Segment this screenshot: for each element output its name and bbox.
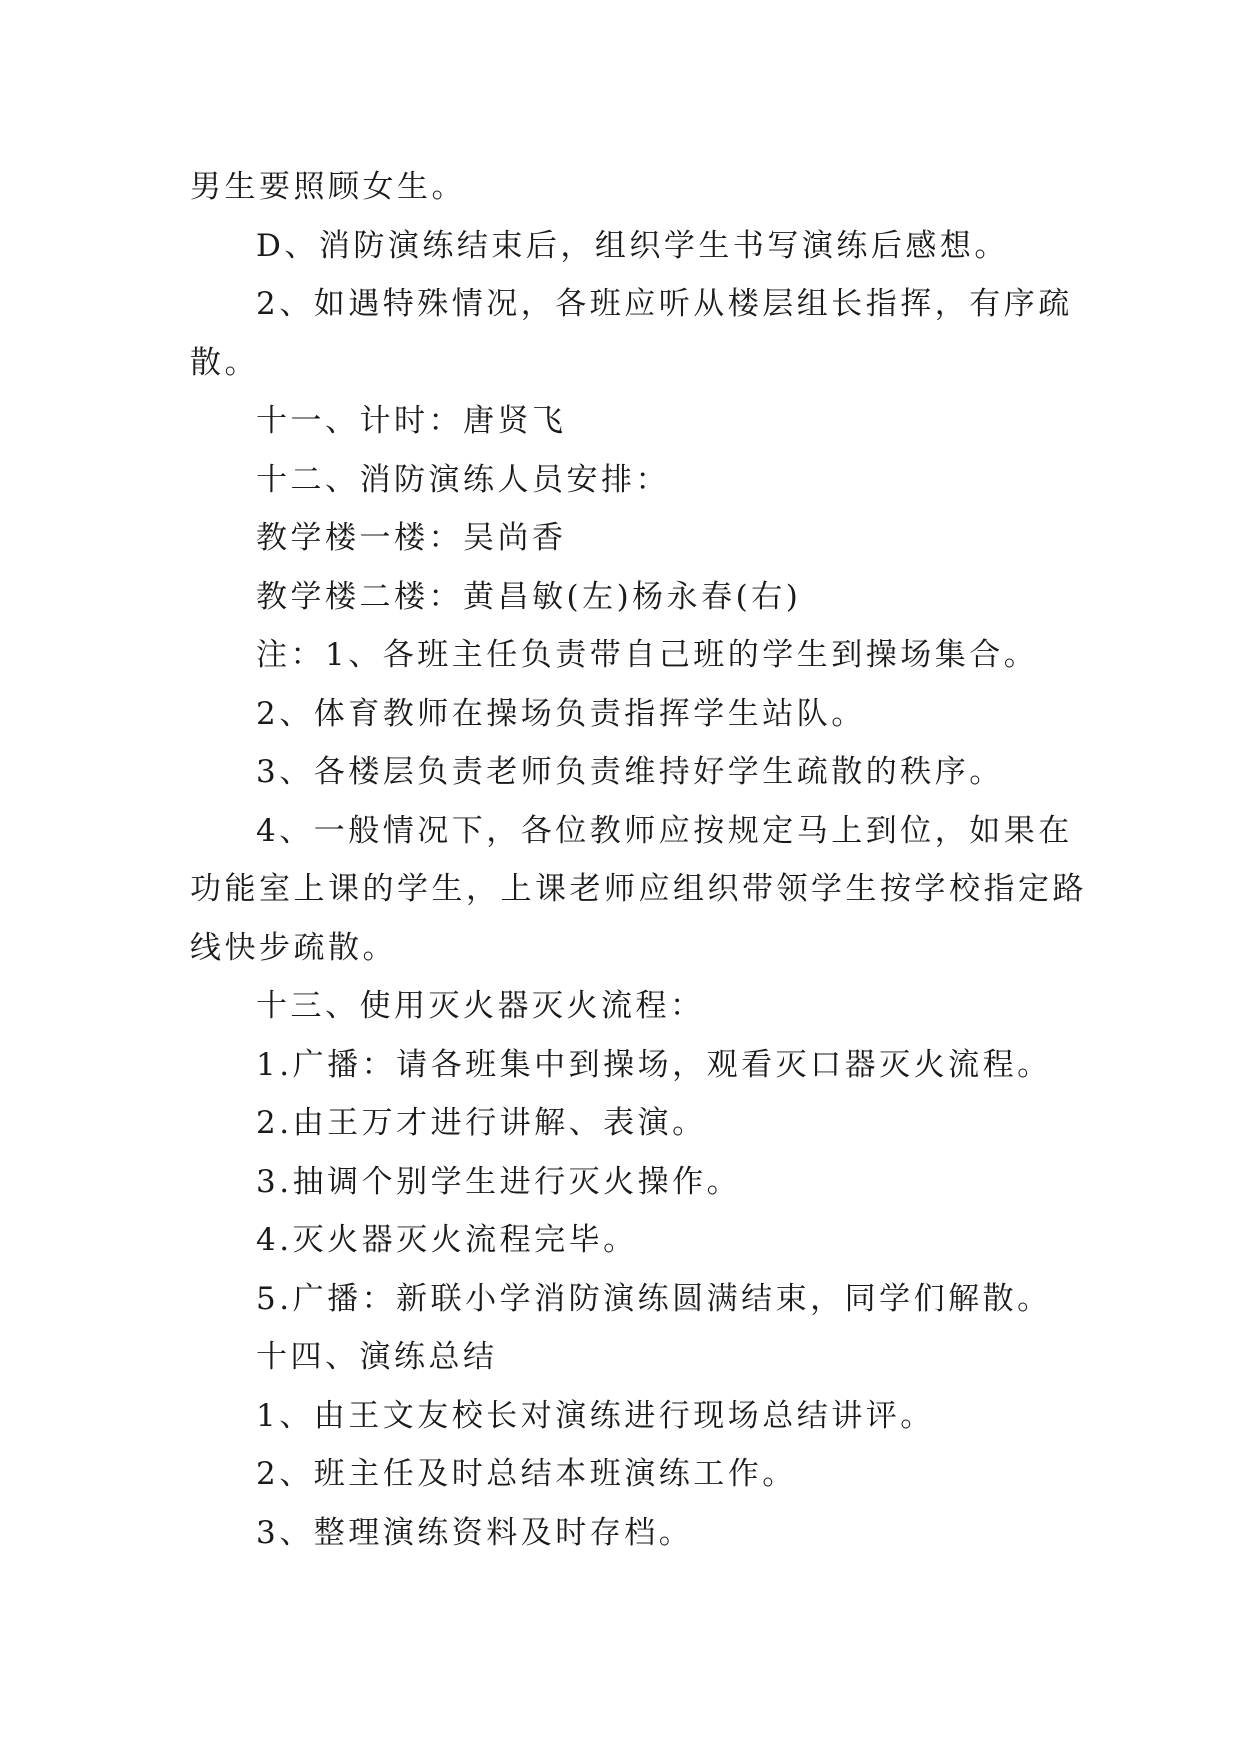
- line-23: 2、班主任及时总结本班演练工作。: [256, 1456, 797, 1492]
- line-6: 十二、消防演练人员安排：: [256, 461, 670, 498]
- line-1: 男生要照顾女生。: [190, 169, 466, 205]
- line-13: 功能室上课的学生，上课老师应组织带领学生按学校指定路: [190, 871, 1087, 907]
- line-16: 1.广播：请各班集中到操场，观看灭口器灭火流程。: [256, 1046, 1052, 1083]
- line-4: 散。: [190, 344, 259, 381]
- line-15: 十三、使用灭火器灭火流程：: [256, 988, 705, 1024]
- line-2: D、消防演练结束后，组织学生书写演练后感想。: [256, 227, 1009, 264]
- line-8: 教学楼二楼：黄昌敏(左)杨永春(右): [256, 578, 802, 615]
- line-9: 注：1、各班主任负责带自己班的学生到操场集合。: [256, 637, 1039, 673]
- line-11: 3、各楼层负责老师负责维持好学生疏散的秩序。: [256, 754, 1004, 790]
- line-18: 3.抽调个别学生进行灭火操作。: [256, 1163, 742, 1200]
- line-24: 3、整理演练资料及时存档。: [256, 1514, 694, 1551]
- line-21: 十四、演练总结: [256, 1339, 498, 1375]
- line-3: 2、如遇特殊情况，各班应听从楼层组长指挥，有序疏: [256, 286, 1073, 322]
- line-10: 2、体育教师在操场负责指挥学生站队。: [256, 695, 866, 732]
- line-5: 十一、计时：唐贤飞: [256, 403, 567, 439]
- document-body: [190, 158, 1087, 1562]
- line-12: 4、一般情况下，各位教师应按规定马上到位，如果在: [256, 812, 1073, 849]
- line-7: 教学楼一楼：吴尚香: [256, 520, 567, 556]
- line-14: 线快步疏散。: [190, 929, 397, 966]
- line-22: 1、由王文友校长对演练进行现场总结讲评。: [256, 1397, 935, 1434]
- line-20: 5.广播：新联小学消防演练圆满结束，同学们解散。: [256, 1280, 1052, 1317]
- line-19: 4.灭火器灭火流程完毕。: [256, 1222, 638, 1258]
- line-17: 2.由王万才进行讲解、表演。: [256, 1105, 707, 1141]
